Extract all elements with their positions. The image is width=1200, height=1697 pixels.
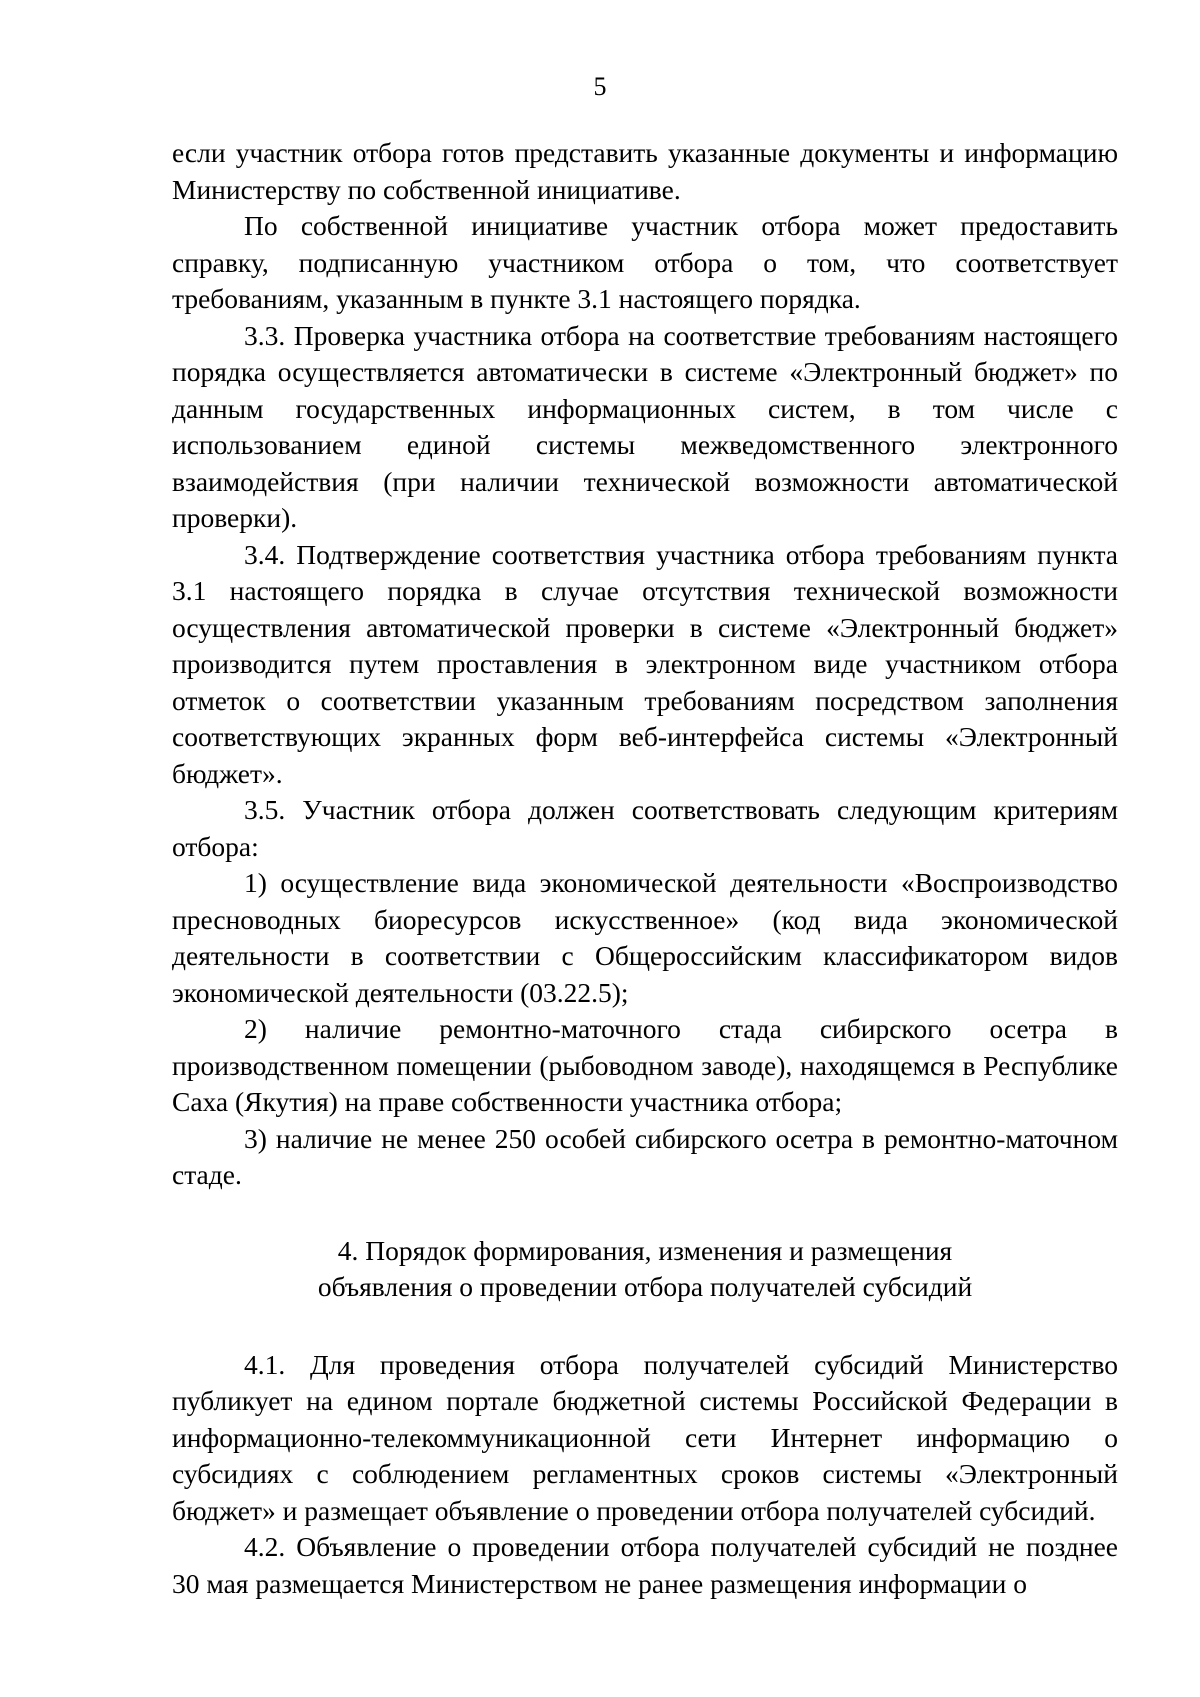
section-heading-line-1: 4. Порядок формирования, изменения и размещения	[337, 1234, 953, 1266]
document-body	[172, 135, 1118, 1602]
paragraph-4-2: 4.2. Объявление о проведении отбора получателей субсидий не позднее 30 мая размещается Министерством не ранее размещения информации о	[172, 1531, 1118, 1599]
section-heading-line-2: объявления о проведении отбора получателей субсидий	[317, 1271, 973, 1302]
page-number: 5	[593, 72, 607, 101]
paragraph-certificate: По собственной инициативе участник отбора может предоставить справку, подписанную участником отбора о том, что соответствует требованиям, указанным в пункте 3.1 настоящего порядка.	[172, 210, 1118, 314]
paragraph-3-4: 3.4. Подтверждение соответствия участника отбора требованиям пункта 3.1 настоящего порядка в случае отсутствия технической возможности осуществления автоматической проверки в системе «Электронный бюджет» производится путем проставления в электронном виде участником отбора отметок о соответствии указанным требованиям посредством заполнения соответствующих экранных форм веб-интерфейса системы «Электронный бюджет».	[172, 538, 1118, 789]
list-item-criterion-3: 3) наличие не менее 250 особей сибирского осетра в ремонтно-маточном стаде.	[172, 1122, 1118, 1190]
paragraph-continuation: если участник отбора готов представить указанные документы и информацию Министерству по собственной инициативе.	[172, 137, 1118, 205]
section-heading	[172, 1233, 1118, 1306]
paragraph-4-1: 4.1. Для проведения отбора получателей субсидий Министерство публикует на едином портале бюджетной системы Российской Федерации в информационно-телекоммуникационной сети Интернет информацию о субсидиях с соблюдением регламентных сроков системы «Электронный бюджет» и размещает объявление о проведении отбора получателей субсидий.	[172, 1348, 1118, 1526]
paragraph-3-5: 3.5. Участник отбора должен соответствовать следующим критериям отбора:	[172, 794, 1118, 862]
paragraph-3-3: 3.3. Проверка участника отбора на соответствие требованиям настоящего порядка осуществляется автоматически в системе «Электронный бюджет» по данным государственных информационных систем, в том числе с использованием единой системы межведомственного электронного взаимодействия (при наличии технической возможности автоматической проверки).	[172, 319, 1118, 533]
list-item-criterion-2: 2) наличие ремонтно-маточного стада сибирского осетра в производственном помещении (рыбоводном заводе), находящемся в Республике Саха (Якутия) на праве собственности участника отбора;	[172, 1013, 1118, 1117]
list-item-criterion-1: 1) осуществление вида экономической деятельности «Воспроизводство пресноводных биоресурсов искусственное» (код вида экономической деятельности в соответствии с Общероссийским классификатором видов экономической деятельности (03.22.5);	[172, 867, 1118, 1008]
